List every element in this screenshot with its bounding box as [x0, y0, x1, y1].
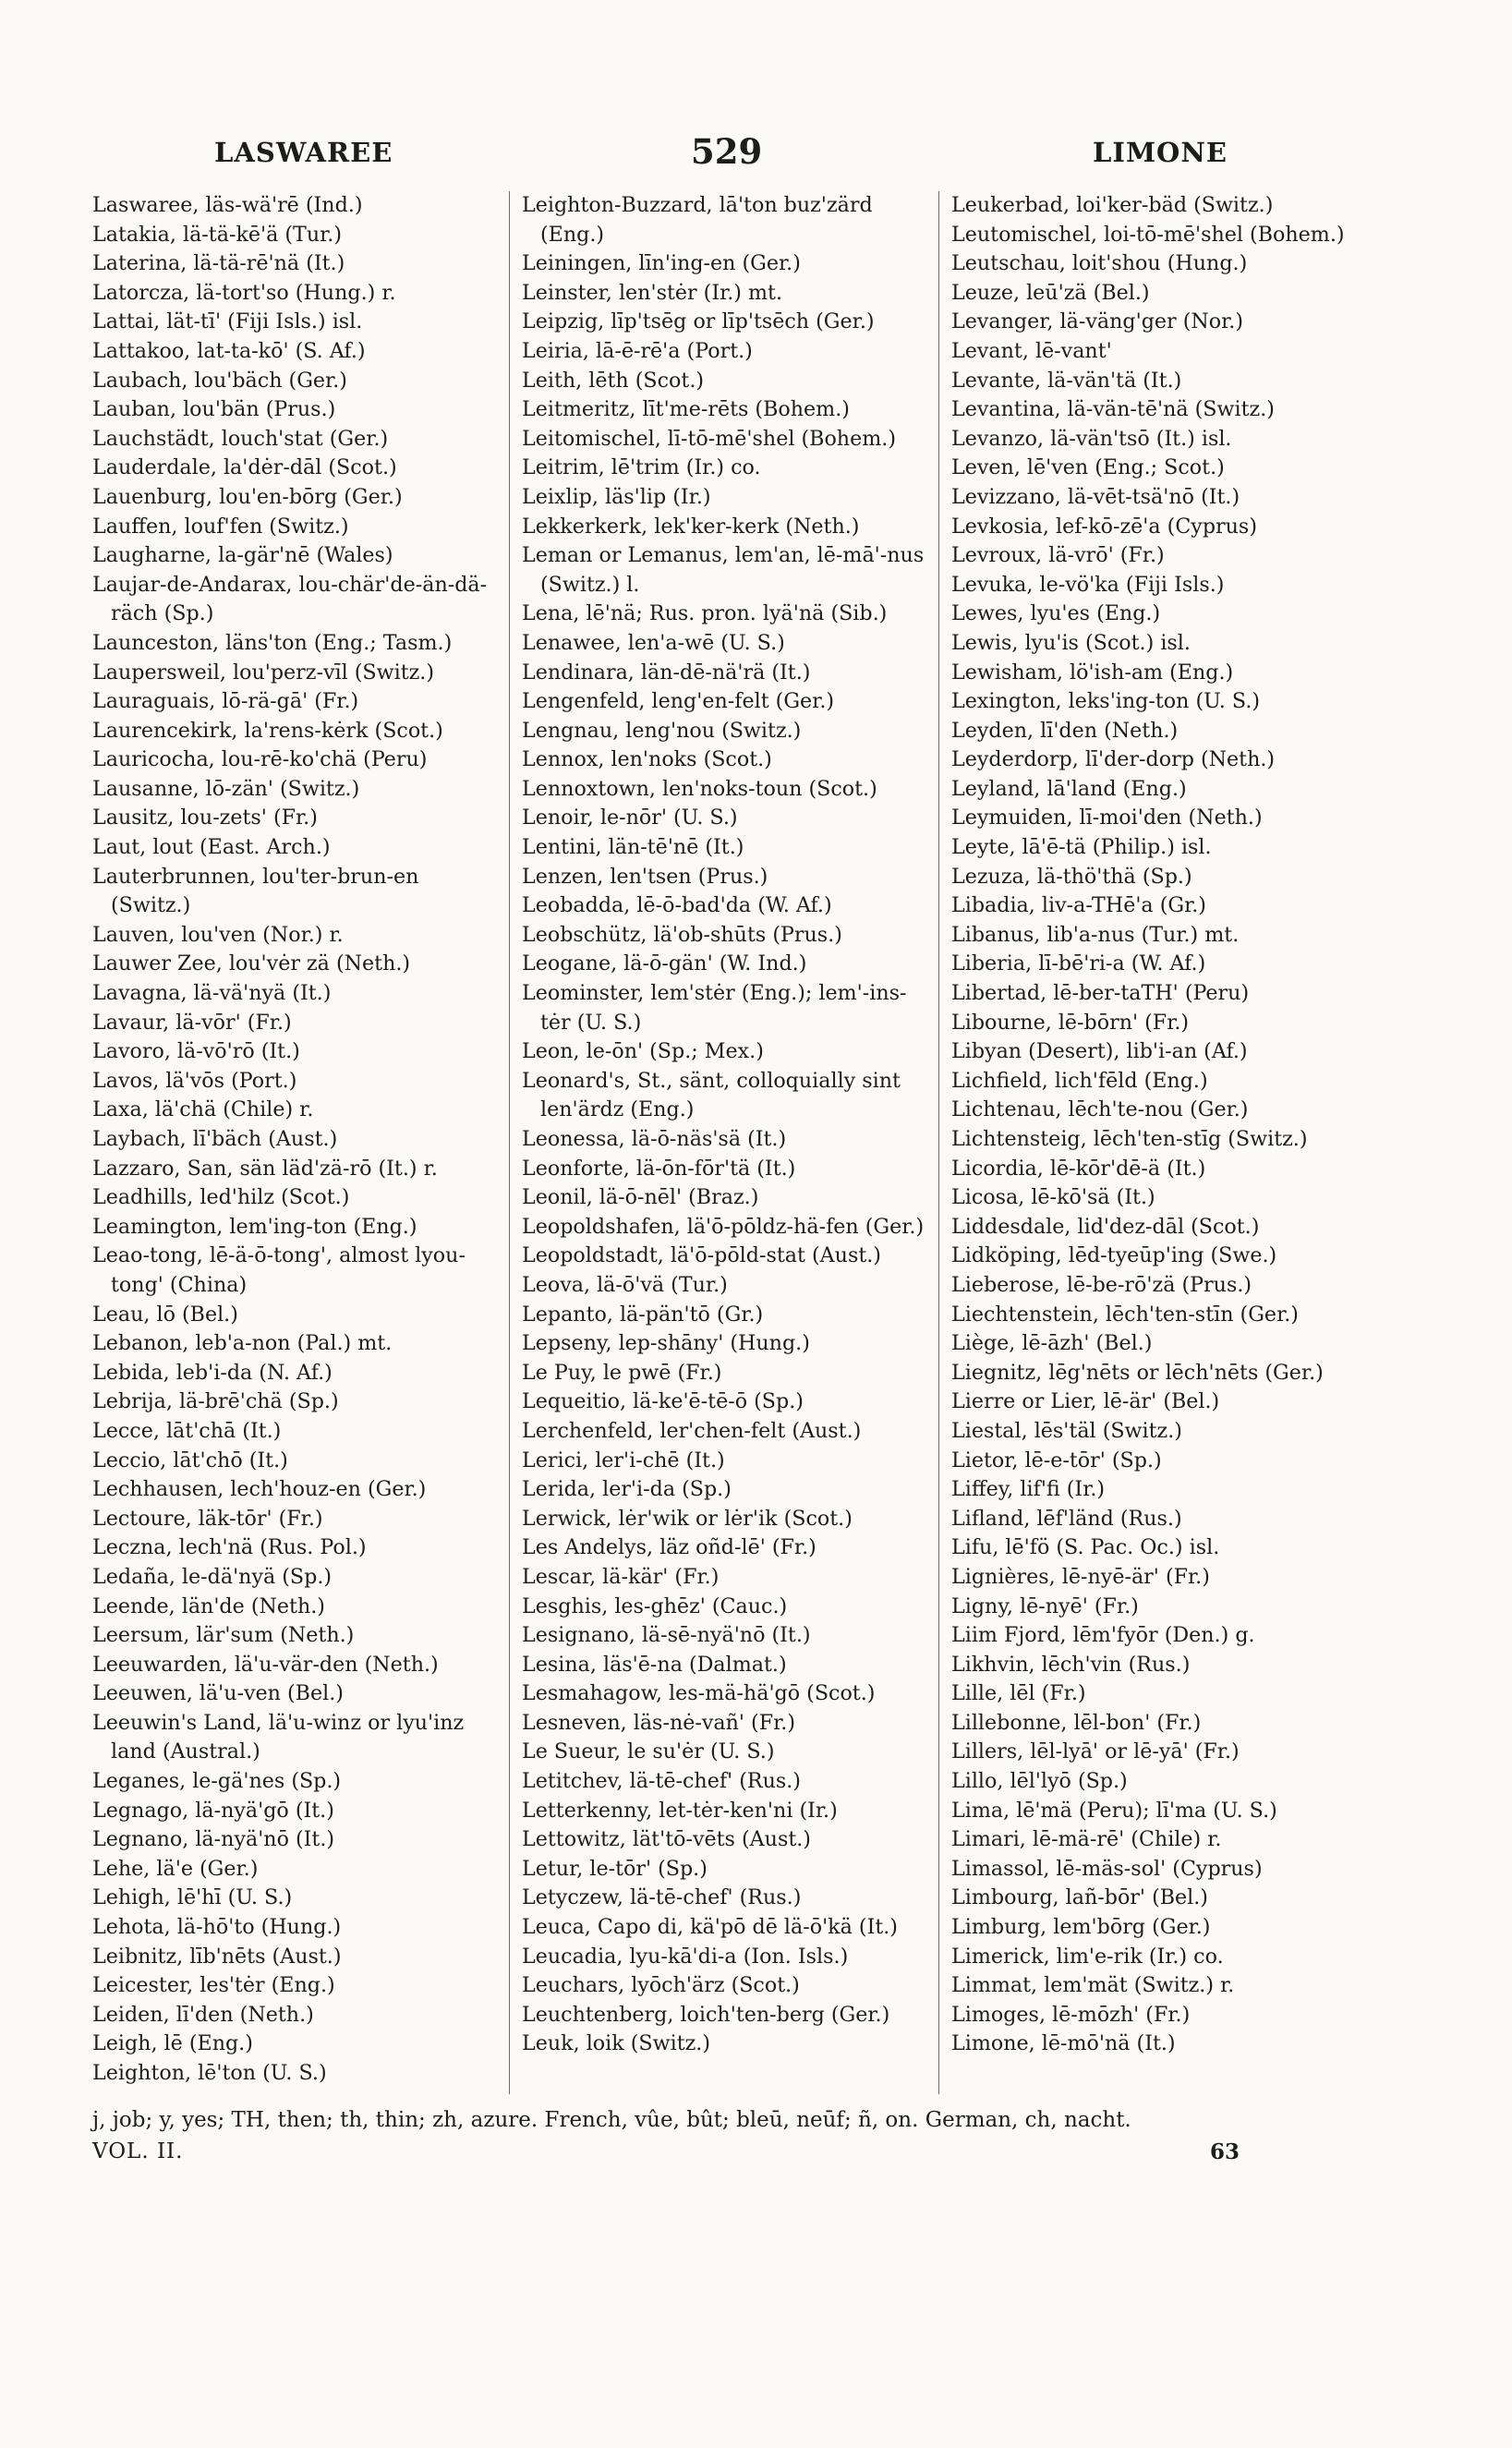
- gazetteer-entry: Lauwer Zee, lou'vėr zä (Neth.): [92, 951, 411, 976]
- gazetteer-entry: Lenzen, len'tsen (Prus.): [522, 864, 768, 889]
- gazetteer-entry: Libyan (Desert), lib'i-an (Af.): [951, 1039, 1248, 1064]
- gazetteer-entry: Leova, lä-ō'vä (Tur.): [522, 1272, 728, 1297]
- gazetteer-entry: Lettowitz, lät'tō-vēts (Aust.): [522, 1827, 811, 1852]
- gazetteer-entry: Lenoir, le-nōr' (U. S.): [522, 806, 738, 830]
- gazetteer-entry: Leuchars, lyōch'ärz (Scot.): [522, 1973, 800, 1998]
- gazetteer-entry: Leman or Lemanus, lem'an, lē-mā'-nus (Switz.) l.: [522, 543, 925, 597]
- gazetteer-entry: Latakia, lä-tä-kē'ä (Tur.): [92, 222, 343, 247]
- column-divider: [938, 191, 939, 2094]
- gazetteer-entry: Lehota, lä-hō'to (Hung.): [92, 1915, 342, 1940]
- gazetteer-entry: Leau, lō (Bel.): [92, 1302, 238, 1327]
- gazetteer-entry: Laut, lout (East. Arch.): [92, 835, 331, 860]
- gazetteer-entry: Levroux, lä-vrō' (Fr.): [951, 543, 1165, 568]
- gazetteer-entry: Letur, le-tōr' (Sp.): [522, 1856, 708, 1881]
- gazetteer-entry: Laurencekirk, la'rens-kėrk (Scot.): [92, 718, 443, 743]
- gazetteer-entry: Leutschau, loit'shou (Hung.): [951, 251, 1248, 276]
- pronunciation-key: j, job; y, yes; TH, then; th, thin; zh, azure. French, vûe, bût; bleū, neūf; ñ, on. German, ch, nacht.: [92, 2108, 1131, 2132]
- gazetteer-entry: Lillebonne, lēl-bon' (Fr.): [951, 1710, 1202, 1735]
- gazetteer-entry: Lebanon, leb'a-non (Pal.) mt.: [92, 1331, 393, 1356]
- gazetteer-entry: Lauderdale, la'dėr-dāl (Scot.): [92, 455, 397, 480]
- gazetteer-entry: Leonard's, St., sänt, colloquially sint len'ärdz (Eng.): [522, 1068, 901, 1122]
- gazetteer-entry: Lietor, lē-e-tōr' (Sp.): [951, 1448, 1162, 1472]
- gazetteer-entry: Laybach, lī'bäch (Aust.): [92, 1127, 338, 1151]
- gazetteer-entry: Lille, lēl (Fr.): [951, 1681, 1086, 1706]
- gazetteer-entry: Lehe, lä'e (Ger.): [92, 1856, 259, 1881]
- entries-column-3: [951, 191, 1385, 2059]
- gazetteer-entry: Leeuwen, lä'u-ven (Bel.): [92, 1681, 344, 1706]
- gazetteer-entry: Lifland, lēf'länd (Rus.): [951, 1506, 1182, 1531]
- gazetteer-entry: Lerici, ler'i-chē (It.): [522, 1448, 725, 1472]
- gazetteer-entry: Lehigh, lē'hī (U. S.): [92, 1885, 293, 1910]
- gazetteer-entry: Leeuwin's Land, lä'u-winz or lyu'inz land (Austral.): [92, 1710, 465, 1764]
- gazetteer-entry: Liegnitz, lēg'nēts or lēch'nēts (Ger.): [951, 1360, 1324, 1385]
- gazetteer-entry: Limari, lē-mä-rē' (Chile) r.: [951, 1827, 1222, 1852]
- gazetteer-entry: Lauraguais, lō-rä-gā' (Fr.): [92, 689, 359, 714]
- gazetteer-entry: Leopoldshafen, lä'ō-pōldz-hä-fen (Ger.): [522, 1214, 925, 1239]
- gazetteer-entry: Lauchstädt, louch'stat (Ger.): [92, 426, 389, 451]
- gazetteer-entry: Lequeitio, lä-ke'ē-tē-ō (Sp.): [522, 1389, 804, 1414]
- gazetteer-entry: Leadhills, led'hilz (Scot.): [92, 1185, 350, 1210]
- gazetteer-entry: Liberia, lī-bē'ri-a (W. Af.): [951, 951, 1206, 976]
- gazetteer-entry: Ligny, lē-nyē' (Fr.): [951, 1594, 1139, 1618]
- gazetteer-entry: Lauven, lou'ven (Nor.) r.: [92, 922, 344, 947]
- gazetteer-entry: Leighton, lē'ton (U. S.): [92, 2061, 327, 2085]
- gazetteer-entry: Lazzaro, San, sän läd'zä-rō (It.) r.: [92, 1156, 438, 1181]
- entries-column-1: [92, 191, 503, 2089]
- gazetteer-entry: Laujar-de-Andarax, lou-chär'de-än-dä-räch (Sp.): [92, 572, 488, 626]
- gazetteer-entry: Liège, lē-āzh' (Bel.): [951, 1331, 1153, 1356]
- gazetteer-entry: Liddesdale, lid'dez-dāl (Scot.): [951, 1214, 1260, 1239]
- gazetteer-entry: Levante, lä-vän'tä (It.): [951, 368, 1182, 393]
- gazetteer-entry: Levanger, lä-väng'ger (Nor.): [951, 309, 1243, 334]
- gazetteer-entry: Leitmeritz, līt'me-rēts (Bohem.): [522, 397, 850, 422]
- gazetteer-entry: Leende, län'de (Neth.): [92, 1594, 325, 1618]
- gazetteer-entry: Leinster, len'stėr (Ir.) mt.: [522, 280, 783, 305]
- gazetteer-entry: Lectoure, läk-tōr' (Fr.): [92, 1506, 323, 1531]
- gazetteer-entry: Lennox, len'noks (Scot.): [522, 747, 772, 772]
- gazetteer-entry: Licordia, lē-kōr'dē-ä (It.): [951, 1156, 1206, 1181]
- gazetteer-entry: Limone, lē-mō'nä (It.): [951, 2031, 1176, 2056]
- gazetteer-entry: Lekkerkerk, lek'ker-kerk (Neth.): [522, 514, 860, 539]
- gazetteer-entry: Levkosia, lef-kō-zē'a (Cyprus): [951, 514, 1257, 539]
- gazetteer-entry: Leiningen, līn'ing-en (Ger.): [522, 251, 801, 276]
- gazetteer-entry: Lengnau, leng'nou (Switz.): [522, 718, 802, 743]
- gazetteer-entry: Letterkenny, let-tėr-ken'ni (Ir.): [522, 1798, 838, 1823]
- gazetteer-entry: Lichfield, lich'fēld (Eng.): [951, 1068, 1208, 1093]
- gazetteer-entry: Lavagna, lä-vä'nyä (It.): [92, 981, 332, 1006]
- gazetteer-entry: Lichtenau, lēch'te-nou (Ger.): [951, 1097, 1249, 1122]
- gazetteer-entry: Lerida, ler'i-da (Sp.): [522, 1477, 732, 1502]
- gazetteer-entry: Lewisham, lö'ish-am (Eng.): [951, 660, 1234, 685]
- gazetteer-entry: Lauterbrunnen, lou'ter-brun-en (Switz.): [92, 864, 419, 918]
- entries-column-2: [522, 191, 933, 2059]
- gazetteer-entry: Levizzano, lä-vēt-tsä'nō (It.): [951, 484, 1240, 509]
- gazetteer-entry: Liim Fjord, lēm'fyōr (Den.) g.: [951, 1623, 1255, 1648]
- gazetteer-entry: Latorcza, lä-tort'so (Hung.) r.: [92, 280, 396, 305]
- signature-mark: 63: [1210, 2139, 1240, 2164]
- gazetteer-entry: Limoges, lē-mōzh' (Fr.): [951, 2002, 1191, 2027]
- gazetteer-entry: Leopoldstadt, lä'ō-pōld-stat (Aust.): [522, 1243, 881, 1268]
- gazetteer-entry: Levuka, le-vö'ka (Fiji Isls.): [951, 572, 1225, 597]
- gazetteer-entry: Launceston, läns'ton (Eng.; Tasm.): [92, 630, 453, 655]
- gazetteer-entry: Laubach, lou'bäch (Ger.): [92, 368, 347, 393]
- gazetteer-entry: Lecce, lāt'chā (It.): [92, 1418, 282, 1443]
- gazetteer-entry: Leonessa, lä-ō-näs'sä (It.): [522, 1127, 787, 1151]
- running-header: [0, 131, 1512, 176]
- gazetteer-entry: Lima, lē'mä (Peru); lī'ma (U. S.): [951, 1798, 1277, 1823]
- gazetteer-entry: Lenawee, len'a-wē (U. S.): [522, 630, 785, 655]
- gazetteer-entry: Licosa, lē-kō'sä (It.): [951, 1185, 1155, 1210]
- gazetteer-entry: Ledaña, le-dä'nyä (Sp.): [92, 1564, 333, 1589]
- gazetteer-entry: Lena, lē'nä; Rus. pron. lyä'nä (Sib.): [522, 601, 888, 626]
- gazetteer-entry: Lexington, leks'ing-ton (U. S.): [951, 689, 1261, 714]
- gazetteer-entry: Les Andelys, läz oñd-lē' (Fr.): [522, 1535, 816, 1560]
- gazetteer-entry: Lichtensteig, lēch'ten-stīg (Switz.): [951, 1127, 1308, 1151]
- gazetteer-entry: Lattai, lät-tī' (Fiji Isls.) isl.: [92, 309, 363, 334]
- gazetteer-entry: Limbourg, lañ-bōr' (Bel.): [951, 1885, 1208, 1910]
- gazetteer-entry: Limmat, lem'mät (Switz.) r.: [951, 1973, 1235, 1998]
- gazetteer-entry: Lendinara, län-dē-nä'rä (It.): [522, 660, 811, 685]
- gazetteer-entry: Leyte, lā'ē-tä (Philip.) isl.: [951, 835, 1212, 860]
- gazetteer-entry: Leganes, le-gä'nes (Sp.): [92, 1769, 342, 1794]
- gazetteer-entry: Leuze, leū'zä (Bel.): [951, 280, 1150, 305]
- gazetteer-entry: Limburg, lem'bōrg (Ger.): [951, 1915, 1211, 1940]
- gazetteer-entry: Lavos, lä'vōs (Port.): [92, 1068, 297, 1093]
- gazetteer-entry: Liechtenstein, lēch'ten-stīn (Ger.): [951, 1302, 1299, 1327]
- gazetteer-entry: Leitomischel, lī-tō-mē'shel (Bohem.): [522, 426, 896, 451]
- page-number: 529: [691, 131, 763, 172]
- gazetteer-entry: Lerchenfeld, ler'chen-felt (Aust.): [522, 1418, 862, 1443]
- gazetteer-entry: Likhvin, lēch'vin (Rus.): [951, 1652, 1191, 1677]
- gazetteer-entry: Libanus, lib'a-nus (Tur.) mt.: [951, 922, 1240, 947]
- gazetteer-entry: Lavaur, lä-vōr' (Fr.): [92, 1010, 292, 1035]
- gazetteer-entry: Lennoxtown, len'noks-toun (Scot.): [522, 776, 877, 801]
- gazetteer-entry: Leuk, loik (Switz.): [522, 2031, 711, 2056]
- header-last-entry: LIMONE: [1093, 137, 1228, 168]
- gazetteer-entry: Legnano, lä-nyä'nō (It.): [92, 1827, 335, 1852]
- gazetteer-entry: Liestal, lēs'täl (Switz.): [951, 1418, 1182, 1443]
- gazetteer-entry: Leao-tong, lē-ä-ō-tong', almost lyou-tong' (China): [92, 1243, 466, 1297]
- volume-label: VOL. II.: [92, 2139, 184, 2163]
- gazetteer-entry: Leigh, lē (Eng.): [92, 2031, 253, 2056]
- gazetteer-entry: Lauenburg, lou'en-bōrg (Ger.): [92, 484, 403, 509]
- gazetteer-entry: Leonforte, lä-ōn-fōr'tä (It.): [522, 1156, 796, 1181]
- gazetteer-entry: Leitrim, lē'trim (Ir.) co.: [522, 455, 761, 480]
- gazetteer-entry: Limassol, lē-mäs-sol' (Cyprus): [951, 1856, 1263, 1881]
- gazetteer-entry: Lerwick, lėr'wik or lėr'ik (Scot.): [522, 1506, 853, 1531]
- gazetteer-entry: Letyczew, lä-tē-chef' (Rus.): [522, 1885, 802, 1910]
- gazetteer-entry: Lewes, lyu'es (Eng.): [951, 601, 1161, 626]
- gazetteer-entry: Leixlip, läs'lip (Ir.): [522, 484, 711, 509]
- gazetteer-entry: Leobadda, lē-ō-bad'da (W. Af.): [522, 893, 832, 918]
- gazetteer-entry: Lengenfeld, leng'en-felt (Ger.): [522, 689, 835, 714]
- gazetteer-entry: Limerick, lim'e-rik (Ir.) co.: [951, 1944, 1224, 1969]
- gazetteer-entry: Lezuza, lä-thö'thä (Sp.): [951, 864, 1192, 889]
- gazetteer-entry: Lesmahagow, les-mä-hä'gō (Scot.): [522, 1681, 876, 1706]
- gazetteer-entry: Leamington, lem'ing-ton (Eng.): [92, 1214, 417, 1239]
- gazetteer-entry: Leukerbad, loi'ker-bäd (Switz.): [951, 193, 1274, 217]
- column-divider: [509, 191, 510, 2094]
- gazetteer-entry: Leon, le-ōn' (Sp.; Mex.): [522, 1039, 764, 1064]
- gazetteer-entry: Lavoro, lä-vō'rō (It.): [92, 1039, 300, 1064]
- gazetteer-entry: Leeuwarden, lä'u-vär-den (Neth.): [92, 1652, 439, 1677]
- gazetteer-entry: Lauffen, louf'fen (Switz.): [92, 514, 349, 539]
- gazetteer-entry: Lierre or Lier, lē-är' (Bel.): [951, 1389, 1220, 1414]
- gazetteer-entry: Libadia, liv-a-THē'a (Gr.): [951, 893, 1206, 918]
- gazetteer-entry: Libertad, lē-ber-taTH' (Peru): [951, 981, 1250, 1006]
- gazetteer-entry: Lebida, leb'i-da (N. Af.): [92, 1360, 333, 1385]
- gazetteer-entry: Lewis, lyu'is (Scot.) isl.: [951, 630, 1191, 655]
- gazetteer-entry: Leyland, lā'land (Eng.): [951, 776, 1187, 801]
- gazetteer-entry: Laterina, lä-tä-rē'nä (It.): [92, 251, 345, 276]
- gazetteer-entry: Leyderdorp, lī'der-dorp (Neth.): [951, 747, 1276, 772]
- gazetteer-entry: Lesina, läs'ē-na (Dalmat.): [522, 1652, 787, 1677]
- gazetteer-entry: Levanzo, lä-vän'tsō (It.) isl.: [951, 426, 1232, 451]
- gazetteer-entry: Leersum, lär'sum (Neth.): [92, 1623, 355, 1648]
- gazetteer-entry: Lausanne, lō-zän' (Switz.): [92, 776, 360, 801]
- gazetteer-entry: Lebrija, lä-brē'chä (Sp.): [92, 1389, 339, 1414]
- gazetteer-entry: Lesneven, läs-nė-vañ' (Fr.): [522, 1710, 795, 1735]
- gazetteer-entry: Lignières, lē-nyē-är' (Fr.): [951, 1564, 1210, 1589]
- gazetteer-entry: Lauricocha, lou-rē-ko'chä (Peru): [92, 747, 428, 772]
- gazetteer-entry: Lesignano, lä-sē-nyä'nō (It.): [522, 1623, 811, 1648]
- gazetteer-entry: Leuca, Capo di, kä'pō dē lä-ō'kä (It.): [522, 1915, 898, 1940]
- gazetteer-entry: Leucadia, lyu-kā'di-a (Ion. Isls.): [522, 1944, 849, 1969]
- gazetteer-entry: Leobschütz, lä'ob-shūts (Prus.): [522, 922, 842, 947]
- gazetteer-entry: Leicester, les'tėr (Eng.): [92, 1973, 335, 1998]
- gazetteer-entry: Levantina, lä-vän-tē'nä (Switz.): [951, 397, 1275, 422]
- gazetteer-entry: Lausitz, lou-zets' (Fr.): [92, 806, 318, 830]
- gazetteer-entry: Lattakoo, lat-ta-kō' (S. Af.): [92, 338, 366, 363]
- gazetteer-entry: Leogane, lä-ō-gän' (W. Ind.): [522, 951, 807, 976]
- gazetteer-entry: Lillo, lēl'lyō (Sp.): [951, 1769, 1128, 1794]
- gazetteer-entry: Libourne, lē-bōrn' (Fr.): [951, 1010, 1190, 1035]
- gazetteer-entry: Lechhausen, lech'houz-en (Ger.): [92, 1477, 427, 1502]
- gazetteer-entry: Leymuiden, lī-moi'den (Neth.): [951, 806, 1263, 830]
- gazetteer-entry: Laxa, lä'chä (Chile) r.: [92, 1097, 314, 1122]
- gazetteer-entry: Leighton-Buzzard, lā'ton buz'zärd (Eng.): [522, 193, 873, 247]
- gazetteer-entry: Laugharne, la-gär'nē (Wales): [92, 543, 393, 568]
- gazetteer-entry: Lepseny, lep-shāny' (Hung.): [522, 1331, 810, 1356]
- gazetteer-entry: Levant, lē-vant': [951, 338, 1112, 363]
- header-first-entry: LASWAREE: [214, 137, 393, 168]
- gazetteer-entry: Leccio, lāt'chō (It.): [92, 1448, 288, 1472]
- gazetteer-entry: Leven, lē'ven (Eng.; Scot.): [951, 455, 1225, 480]
- gazetteer-entry: Lieberose, lē-be-rō'zä (Prus.): [951, 1272, 1252, 1297]
- gazetteer-entry: Liffey, lif'fi (Ir.): [951, 1477, 1106, 1502]
- gazetteer-entry: Lepanto, lä-pän'tō (Gr.): [522, 1302, 764, 1327]
- gazetteer-entry: Lidköping, lēd-tyeūp'ing (Swe.): [951, 1243, 1277, 1268]
- gazetteer-entry: Leipzig, līp'tsēg or līp'tsēch (Ger.): [522, 309, 875, 334]
- gazetteer-entry: Leutomischel, loi-tō-mē'shel (Bohem.): [951, 222, 1345, 247]
- gazetteer-entry: Lentini, län-tē'nē (It.): [522, 835, 744, 860]
- gazetteer-entry: Leonil, lä-ō-nēl' (Braz.): [522, 1185, 759, 1210]
- gazetteer-entry: Leczna, lech'nä (Rus. Pol.): [92, 1535, 367, 1560]
- gazetteer-entry: Leith, lēth (Scot.): [522, 368, 705, 393]
- gazetteer-entry: Lauban, lou'bän (Prus.): [92, 397, 336, 422]
- gazetteer-entry: Le Puy, le pwē (Fr.): [522, 1360, 722, 1385]
- gazetteer-entry: Lifu, lē'fö (S. Pac. Oc.) isl.: [951, 1535, 1220, 1560]
- gazetteer-entry: Leiria, lā-ē-rē'a (Port.): [522, 338, 753, 363]
- gazetteer-entry: Laupersweil, lou'perz-vīl (Switz.): [92, 660, 435, 685]
- gazetteer-entry: Leyden, lī'den (Neth.): [951, 718, 1179, 743]
- gazetteer-entry: Legnago, lä-nyä'gō (It.): [92, 1798, 334, 1823]
- gazetteer-entry: Leibnitz, līb'nēts (Aust.): [92, 1944, 342, 1969]
- gazetteer-entry: Lesghis, les-ghēz' (Cauc.): [522, 1594, 788, 1618]
- gazetteer-entry: Laswaree, läs-wä'rē (Ind.): [92, 193, 363, 217]
- gazetteer-entry: Lillers, lēl-lyā' or lē-yā' (Fr.): [951, 1739, 1240, 1764]
- gazetteer-entry: Lescar, lä-kär' (Fr.): [522, 1564, 720, 1589]
- gazetteer-entry: Leiden, lī'den (Neth.): [92, 2002, 314, 2027]
- gazetteer-entry: Leominster, lem'stėr (Eng.); lem'-ins-tėr (U. S.): [522, 981, 907, 1035]
- gazetteer-entry: Le Sueur, le su'ėr (U. S.): [522, 1739, 775, 1764]
- gazetteer-entry: Leuchtenberg, loich'ten-berg (Ger.): [522, 2002, 890, 2027]
- gazetteer-entry: Letitchev, lä-tē-chef' (Rus.): [522, 1769, 801, 1794]
